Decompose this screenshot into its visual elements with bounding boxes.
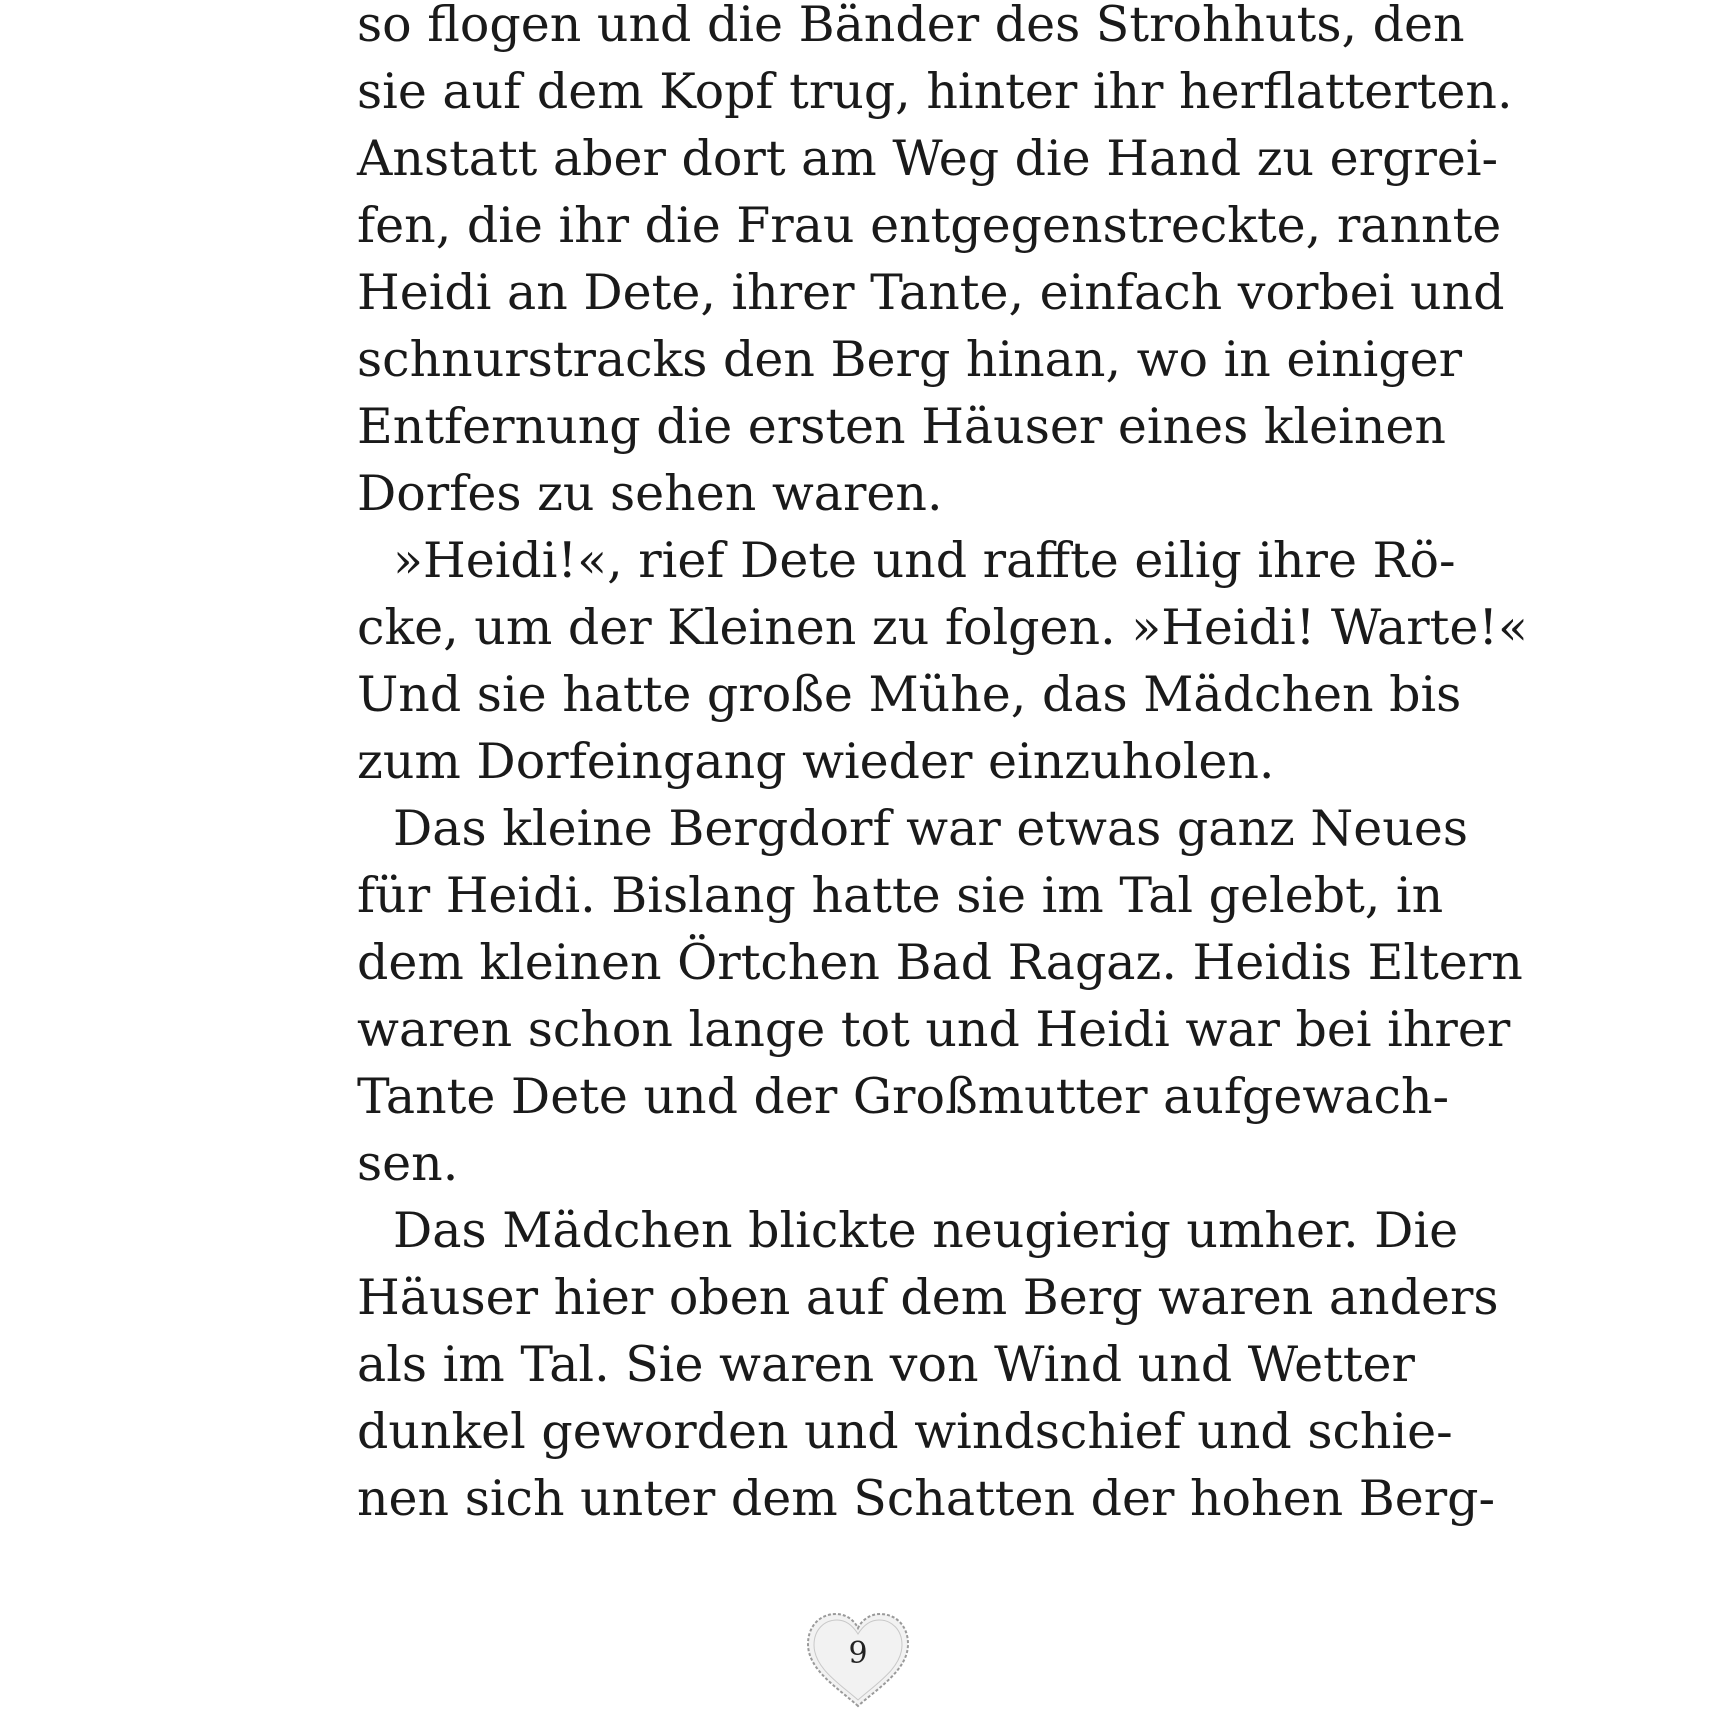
text-line: Anstatt aber dort am Weg die Hand zu ergrei-	[357, 130, 1499, 187]
text-line: Das kleine Bergdorf war etwas ganz Neues	[393, 800, 1469, 857]
text-line: Und sie hatte große Mühe, das Mädchen bis	[357, 666, 1462, 723]
text-line: Häuser hier oben auf dem Berg waren anders	[357, 1269, 1499, 1326]
text-line: sie auf dem Kopf trug, hinter ihr herflatterten.	[357, 63, 1513, 120]
text-line: »Heidi!«, rief Dete und raffte eilig ihre Rö-	[393, 532, 1456, 589]
paragraph-4	[357, 1202, 1499, 1541]
page-number-badge	[798, 1606, 918, 1712]
text-line: für Heidi. Bislang hatte sie im Tal gelebt, in	[357, 867, 1444, 924]
text-line: so flogen und die Bänder des Strohhuts, den	[357, 0, 1465, 53]
paragraph-2	[357, 532, 1528, 804]
text-line: als im Tal. Sie waren von Wind und Wetter	[357, 1336, 1415, 1393]
paragraph-3	[357, 800, 1523, 1206]
text-line: schnurstracks den Berg hinan, wo in einiger	[357, 331, 1463, 388]
text-line: nen sich unter dem Schatten der hohen Berg-	[357, 1470, 1496, 1527]
text-line: sen.	[357, 1135, 459, 1192]
page-number: 9	[848, 1636, 868, 1671]
text-line: Das Mädchen blickte neugierig umher. Die	[393, 1202, 1459, 1259]
body-text	[357, 0, 1528, 1541]
text-line: waren schon lange tot und Heidi war bei ihrer	[357, 1001, 1511, 1058]
text-line: fen, die ihr die Frau entgegenstreckte, rannte	[357, 197, 1502, 254]
text-line: Dorfes zu sehen waren.	[357, 465, 943, 522]
text-line: Entfernung die ersten Häuser eines kleinen	[357, 398, 1446, 455]
text-line: zum Dorfeingang wieder einzuholen.	[357, 733, 1275, 790]
paragraph-1	[357, 0, 1513, 536]
text-line: dem kleinen Örtchen Bad Ragaz. Heidis Eltern	[357, 934, 1523, 991]
text-line: dunkel geworden und windschief und schie-	[357, 1403, 1453, 1460]
text-line: Heidi an Dete, ihrer Tante, einfach vorbei und	[357, 264, 1505, 321]
text-line: Tante Dete und der Großmutter aufgewach-	[357, 1068, 1450, 1125]
text-line: cke, um der Kleinen zu folgen. »Heidi! Warte!«	[357, 599, 1528, 656]
